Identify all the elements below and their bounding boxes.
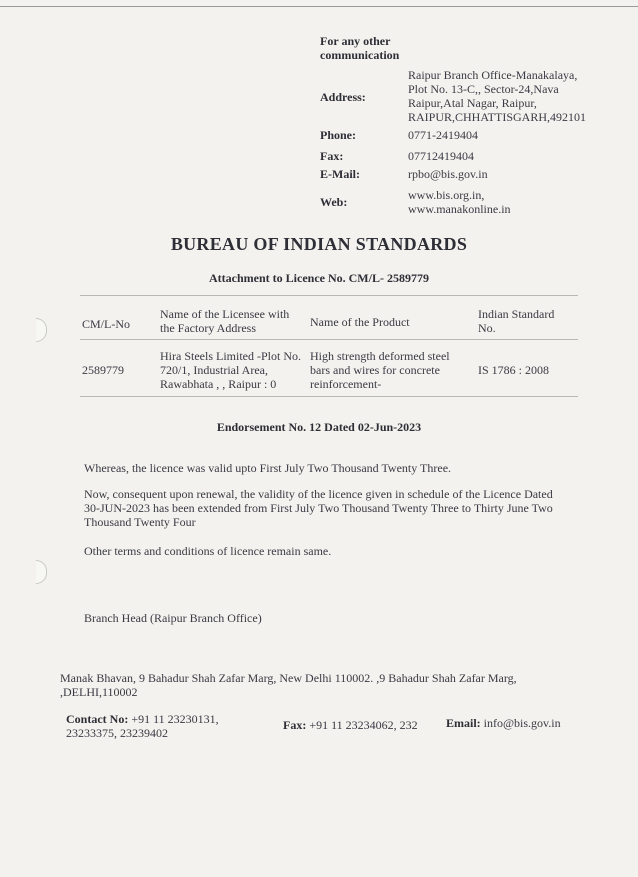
address-line: Plot No. 13-C,, Sector-24,Nava bbox=[408, 82, 559, 96]
footer-email bbox=[446, 716, 586, 730]
web-link[interactable]: www.manakonline.in bbox=[408, 202, 511, 216]
footer-email-label: Email: bbox=[446, 716, 481, 730]
footer-contact bbox=[66, 712, 276, 740]
fax-label: Fax: bbox=[320, 149, 344, 163]
cell-line: 720/1, Industrial Area, bbox=[160, 363, 268, 377]
cell-line: bars and wires for concrete bbox=[310, 363, 440, 377]
endorsement-heading: Endorsement No. 12 Dated 02-Jun-2023 bbox=[216, 420, 422, 434]
header-line: No. bbox=[478, 321, 496, 335]
phone-row bbox=[320, 128, 608, 142]
table-rule bbox=[80, 295, 578, 296]
fax-value: 07712419404 bbox=[408, 149, 474, 163]
cell-line: Rawabhata , , Raipur : 0 bbox=[160, 377, 277, 391]
contact-block bbox=[320, 34, 620, 216]
footer-email-value[interactable]: info@bis.gov.in bbox=[483, 716, 561, 730]
footer-address-line: Manak Bhavan, 9 Bahadur Shah Zafar Marg, New Delhi 110002. ,9 Bahadur Shah Zafar Marg, bbox=[60, 671, 517, 685]
footer-contact-label: Contact No: bbox=[66, 712, 129, 726]
address-line: Raipur Branch Office-Manakalaya, bbox=[408, 68, 578, 82]
punch-hole-bottom bbox=[36, 560, 47, 584]
fax-row bbox=[320, 149, 608, 163]
cell-line: High strength deformed steel bbox=[310, 349, 450, 363]
contact-heading: For any other communication bbox=[320, 34, 400, 62]
header-line: Indian Standard bbox=[478, 307, 555, 321]
row-cml: 2589779 bbox=[82, 363, 124, 377]
table-rule bbox=[80, 339, 578, 340]
cell-line: Hira Steels Limited -Plot No. bbox=[160, 349, 301, 363]
top-rule bbox=[0, 6, 638, 7]
footer-contact-value: +91 11 23230131, bbox=[131, 712, 219, 726]
email-row bbox=[320, 167, 608, 181]
header-line: Name of the Licensee with bbox=[160, 307, 290, 321]
address-label: Address: bbox=[320, 90, 366, 104]
email-value[interactable]: rpbo@bis.gov.in bbox=[408, 167, 488, 181]
table-rule bbox=[80, 396, 578, 397]
web-label: Web: bbox=[320, 195, 348, 209]
punch-hole-top bbox=[36, 318, 47, 342]
footer-fax bbox=[283, 718, 443, 732]
header-standard bbox=[478, 307, 554, 335]
signature-line: Branch Head (Raipur Branch Office) bbox=[84, 611, 262, 625]
header-cml: CM/L-No bbox=[82, 317, 130, 331]
licence-subtitle: Attachment to Licence No. CM/L- 2589779 bbox=[209, 271, 429, 285]
paragraph-line: Now, consequent upon renewal, the validity of the licence given in schedule of the Licence Dated bbox=[84, 487, 553, 501]
header-product: Name of the Product bbox=[310, 315, 410, 329]
address-row bbox=[320, 68, 608, 124]
address-line: RAIPUR,CHHATTISGARH,492101 bbox=[408, 110, 587, 124]
footer-fax-value: +91 11 23234062, 232 bbox=[309, 718, 418, 732]
phone-value: 0771-2419404 bbox=[408, 128, 478, 142]
paragraph-terms: Other terms and conditions of licence remain same. bbox=[84, 544, 332, 558]
paragraph-renewal bbox=[84, 487, 584, 529]
email-label: E-Mail: bbox=[320, 167, 360, 181]
page-title: BUREAU OF INDIAN STANDARDS bbox=[170, 234, 468, 254]
web-link[interactable]: www.bis.org.in, bbox=[408, 188, 485, 202]
paragraph-line: Thousand Twenty Four bbox=[84, 515, 196, 529]
row-standard: IS 1786 : 2008 bbox=[478, 363, 550, 377]
footer-address bbox=[60, 671, 580, 699]
row-product bbox=[310, 349, 450, 391]
footer-address-line: ,DELHI,110002 bbox=[60, 685, 138, 699]
header-licensee bbox=[160, 307, 289, 335]
phone-label: Phone: bbox=[320, 128, 356, 142]
address-value bbox=[408, 68, 608, 124]
address-line: Raipur,Atal Nagar, Raipur, bbox=[408, 96, 537, 110]
row-licensee bbox=[160, 349, 301, 391]
paragraph-validity: Whereas, the licence was valid upto First July Two Thousand Twenty Three. bbox=[84, 461, 452, 475]
header-line: the Factory Address bbox=[160, 321, 256, 335]
footer-fax-label: Fax: bbox=[283, 718, 307, 732]
web-row bbox=[320, 188, 608, 216]
cell-line: reinforcement- bbox=[310, 377, 382, 391]
web-value bbox=[408, 188, 608, 216]
footer-contact-value: 23233375, 23239402 bbox=[66, 726, 168, 740]
paragraph-line: 30-JUN-2023 has been extended from First July Two Thousand Twenty Three to Thirty June Two bbox=[84, 501, 553, 515]
